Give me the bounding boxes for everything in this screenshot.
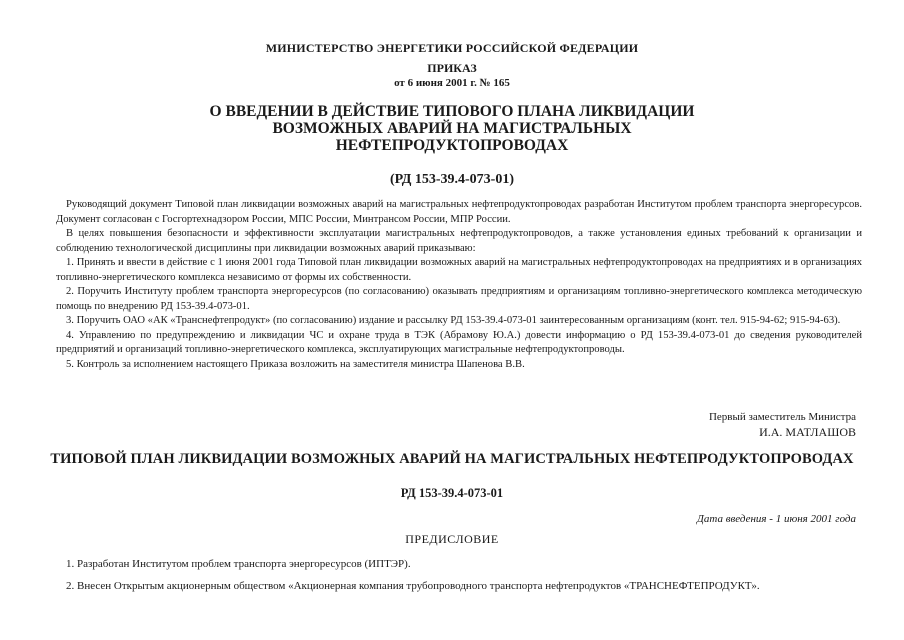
- paragraph-item-1: 1. Принять и ввести в действие с 1 июня 2001 года Типовой план ликвидации возможных аварий на магистральных нефтепродуктопроводах на предприятиях и в организациях топливно-энергетического комплекса независимо от формы их собственности.: [56, 257, 862, 283]
- title-line-1: О ВВЕДЕНИИ В ДЕЙСТВИЕ ТИПОВОГО ПЛАНА ЛИКВИДАЦИИ: [209, 103, 695, 120]
- title-line-2: ВОЗМОЖНЫХ АВАРИЙ НА МАГИСТРАЛЬНЫХ: [272, 120, 632, 137]
- paragraph-purpose: В целях повышения безопасности и эффективности эксплуатации магистральных нефтепродуктопроводов, а также установления единых требований к организации и соблюдению технологической дисциплины при ликвидации возможных аварий приказываю:: [56, 228, 862, 254]
- plan-title: ТИПОВОЙ ПЛАН ЛИКВИДАЦИИ ВОЗМОЖНЫХ АВАРИЙ НА МАГИСТРАЛЬНЫХ НЕФТЕПРОДУКТОПРОВОДАХ: [50, 451, 854, 467]
- signature-name: И.А. МАТЛАШОВ: [759, 425, 856, 439]
- paragraph-item-3: 3. Поручить ОАО «АК «Транснефтепродукт» (по согласованию) издание и рассылку РД 153-39.4-073-01 заинтересованным организациям (конт. тел. 915-94-62; 915-94-63).: [66, 315, 841, 326]
- order-date: от 6 июня 2001 г. № 165: [394, 77, 510, 89]
- order-body: [56, 198, 862, 372]
- paragraph-item-2: 2. Поручить Институту проблем транспорта энергоресурсов (по согласованию) оказывать предприятиям и организациям топливно-энергетического комплекса методическую помощь по внедрению РД 153-39.4-073-01.: [56, 286, 862, 312]
- order-heading: ПРИКАЗ: [427, 61, 477, 75]
- preface-item-2: 2. Внесен Открытым акционерным обществом «Акционерная компания трубопроводного транспорта нефтепродуктов «ТРАНСНЕФТЕПРОДУКТ».: [66, 580, 760, 592]
- paragraph-item-5: 5. Контроль за исполнением настоящего Приказа возложить на заместителя министра Шапенова В.В.: [66, 358, 525, 370]
- ministry-heading: МИНИСТЕРСТВО ЭНЕРГЕТИКИ РОССИЙСКОЙ ФЕДЕРАЦИИ: [265, 41, 639, 55]
- paragraph-intro: Руководящий документ Типовой план ликвидации возможных аварий на магистральных нефтепродуктопроводах разработан Институтом проблем транспорта энергоресурсов. Документ согласован с Госгортехнадзором России, МПС России, Минтрансом России, МПР России.: [56, 199, 862, 225]
- title-line-3: НЕФТЕПРОДУКТОПРОВОДАХ: [335, 137, 569, 154]
- preface-item-1: 1. Разработан Институтом проблем транспорта энергоресурсов (ИПТЭР).: [66, 558, 411, 570]
- preface-heading: ПРЕДИСЛОВИЕ: [405, 532, 499, 546]
- plan-number: РД 153-39.4-073-01: [400, 486, 504, 500]
- document-number: (РД 153-39.4-073-01): [390, 172, 514, 187]
- document-title: [0, 103, 904, 154]
- introduction-date: Дата введения - 1 июня 2001 года: [696, 513, 856, 525]
- paragraph-item-4: 4. Управлению по предупреждению и ликвидации ЧС и охране труда в ТЭК (Абрамову Ю.А.) довести информацию о РД 153-39.4-073-01 до сведения руководителей предприятий и организаций топливно-энергетического комплекса, эксплуатирующих магистральные нефтепродуктопроводы.: [56, 329, 862, 355]
- signature-position: Первый заместитель Министра: [708, 411, 856, 423]
